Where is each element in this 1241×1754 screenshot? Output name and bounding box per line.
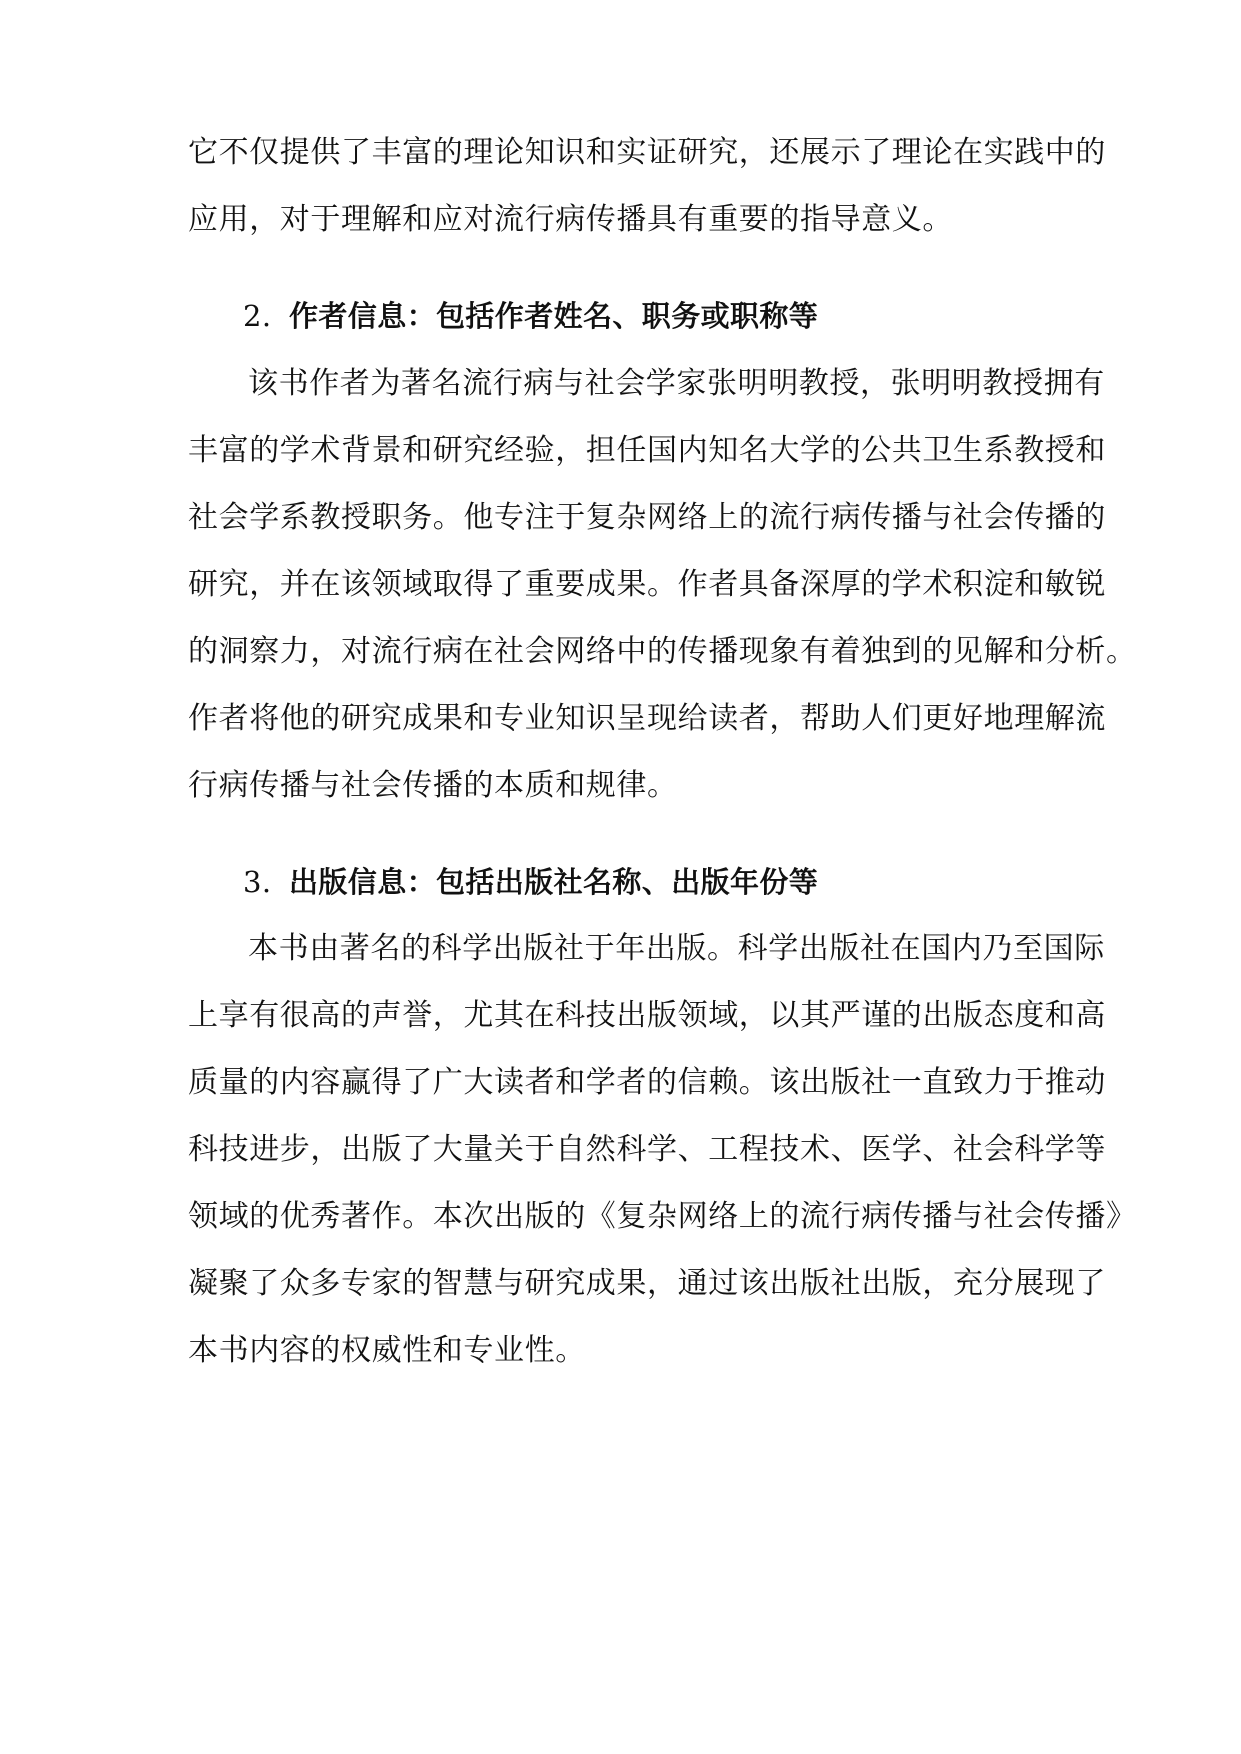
section-heading-text: 出版信息：包括出版社名称、出版年份等 <box>289 865 819 899</box>
publish-line-6: 凝聚了众多专家的智慧与研究成果，通过该出版社出版，充分展现了 <box>188 1266 1106 1301</box>
publish-line-5: 领域的优秀著作。本次出版的《复杂网络上的流行病传播与社会传播》 <box>188 1199 1137 1234</box>
intro-line-1: 它不仅提供了丰富的理论知识和实证研究，还展示了理论在实践中的 <box>188 135 1106 170</box>
author-line-3: 社会学系教授职务。他专注于复杂网络上的流行病传播与社会传播的 <box>188 500 1106 535</box>
publish-line-7: 本书内容的权威性和专业性。 <box>188 1333 586 1368</box>
intro-line-2: 应用，对于理解和应对流行病传播具有重要的指导意义。 <box>188 202 953 237</box>
author-line-5: 的洞察力，对流行病在社会网络中的传播现象有着独到的见解和分析。 <box>188 634 1137 669</box>
author-line-1: 该书作者为著名流行病与社会学家张明明教授，张明明教授拥有 <box>248 366 1105 401</box>
section-heading-publish <box>243 862 818 902</box>
publish-line-2: 上享有很高的声誉，尤其在科技出版领域，以其严谨的出版态度和高 <box>188 998 1106 1033</box>
publish-line-4: 科技进步，出版了大量关于自然科学、工程技术、医学、社会科学等 <box>188 1132 1106 1167</box>
author-line-4: 研究，并在该领域取得了重要成果。作者具备深厚的学术积淀和敏锐 <box>188 567 1106 602</box>
section-number: 2. <box>243 299 272 333</box>
author-line-2: 丰富的学术背景和研究经验，担任国内知名大学的公共卫生系教授和 <box>188 433 1106 468</box>
publish-line-3: 质量的内容赢得了广大读者和学者的信赖。该出版社一直致力于推动 <box>188 1065 1106 1100</box>
publish-line-1: 本书由著名的科学出版社于年出版。科学出版社在国内乃至国际 <box>248 931 1105 966</box>
author-line-7: 行病传播与社会传播的本质和规律。 <box>188 768 678 803</box>
section-heading-text: 作者信息：包括作者姓名、职务或职称等 <box>289 299 819 333</box>
author-line-6: 作者将他的研究成果和专业知识呈现给读者，帮助人们更好地理解流 <box>188 701 1106 736</box>
section-heading-author <box>243 296 818 336</box>
section-number: 3. <box>243 865 272 899</box>
